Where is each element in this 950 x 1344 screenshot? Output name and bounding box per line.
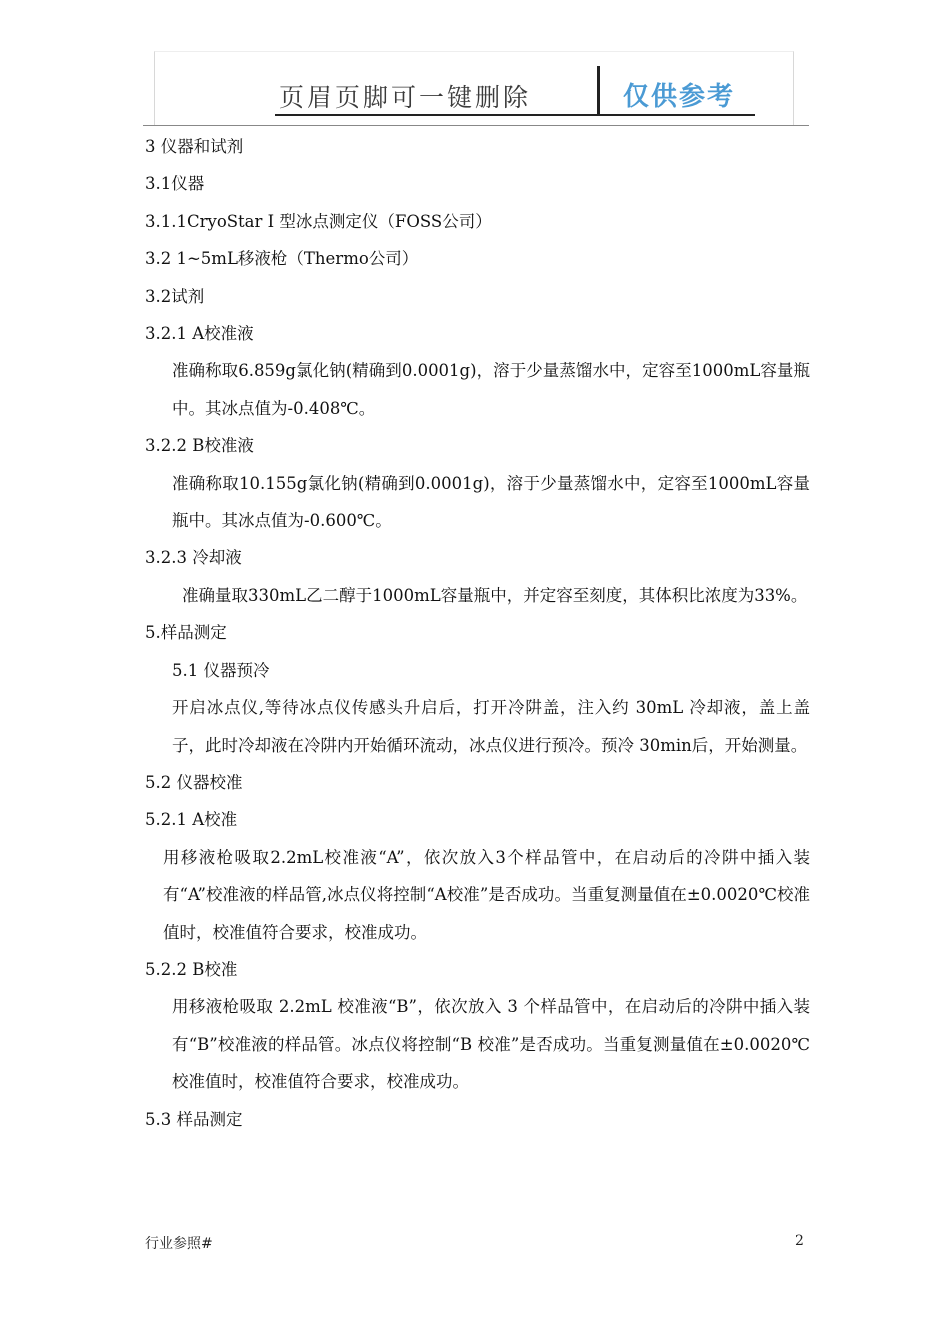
paragraph: 开启冰点仪,等待冰点仪传感头升启后，打开冷阱盖，注入约 30mL 冷却液，盖上盖子，此时冷却液在冷阱内开始循环流动，冰点仪进行预冷。预冷 30min后，开始测量。 [172, 698, 810, 755]
header-divider [597, 66, 600, 114]
list-item: 3.1.1CryoStar Ⅰ 型冰点测定仪（FOSS公司） [145, 211, 492, 231]
subsection-heading: 3.1仪器 [145, 174, 205, 194]
section-heading: 3 仪器和试剂 [145, 137, 244, 156]
paragraph: 用移液枪吸取2.2mL校准液“A”，依次放入3个样品管中，在启动后的冷阱中插入装有“A”校准液的样品管,冰点仪将控制“A校准”是否成功。当重复测量值在±0.0020℃校准值时，校准值符合要求，校准成功。 [163, 847, 810, 942]
footer-left-text: 行业参照# [145, 1236, 213, 1252]
header-banner [154, 51, 794, 125]
paragraph: 准确量取330mL乙二醇于1000mL容量瓶中，并定容至刻度，其体积比浓度为33%。 [182, 585, 808, 605]
paragraph: 准确称取6.859g氯化钠(精确到0.0001g)，溶于少量蒸馏水中，定容至1000mL容量瓶中。其冰点值为-0.408℃。 [172, 361, 810, 418]
header-right-text: 仅供参考 [623, 82, 736, 112]
subsection-heading: 5.1 仪器预冷 [172, 660, 270, 680]
subsection-heading: 5.2.1 A校准 [145, 810, 238, 830]
subsection-heading: 5.2 仪器校准 [145, 772, 243, 792]
section-heading: 5.样品测定 [145, 623, 227, 643]
subsection-heading: 5.3 样品测定 [145, 1109, 243, 1129]
header-left-text: 页眉页脚可一键删除 [279, 83, 532, 112]
paragraph: 准确称取10.155g氯化钠(精确到0.0001g)，溶于少量蒸馏水中，定容至1000mL容量瓶中。其冰点值为-0.600℃。 [172, 473, 810, 531]
subsection-heading: 3.2.2 B校准液 [145, 436, 254, 456]
header-rule [143, 125, 809, 126]
page-number: 2 [795, 1233, 804, 1249]
subsection-heading: 3.2试剂 [145, 286, 205, 306]
header-underline [275, 114, 755, 116]
subsection-heading: 3.2.3 冷却液 [145, 548, 242, 568]
list-item: 3.2 1~5mL移液枪（Thermo公司） [145, 249, 419, 269]
document-body [145, 128, 810, 1138]
subsection-heading: 3.2.1 A校准液 [145, 324, 254, 344]
paragraph: 用移液枪吸取 2.2mL 校准液“B”，依次放入 3 个样品管中，在启动后的冷阱中插入装有“B”校准液的样品管。冰点仪将控制“B 校准”是否成功。当重复测量值在±0.0020℃校准值时，校准值符合要求，校准成功。 [172, 997, 810, 1092]
subsection-heading: 5.2.2 B校准 [145, 959, 238, 979]
